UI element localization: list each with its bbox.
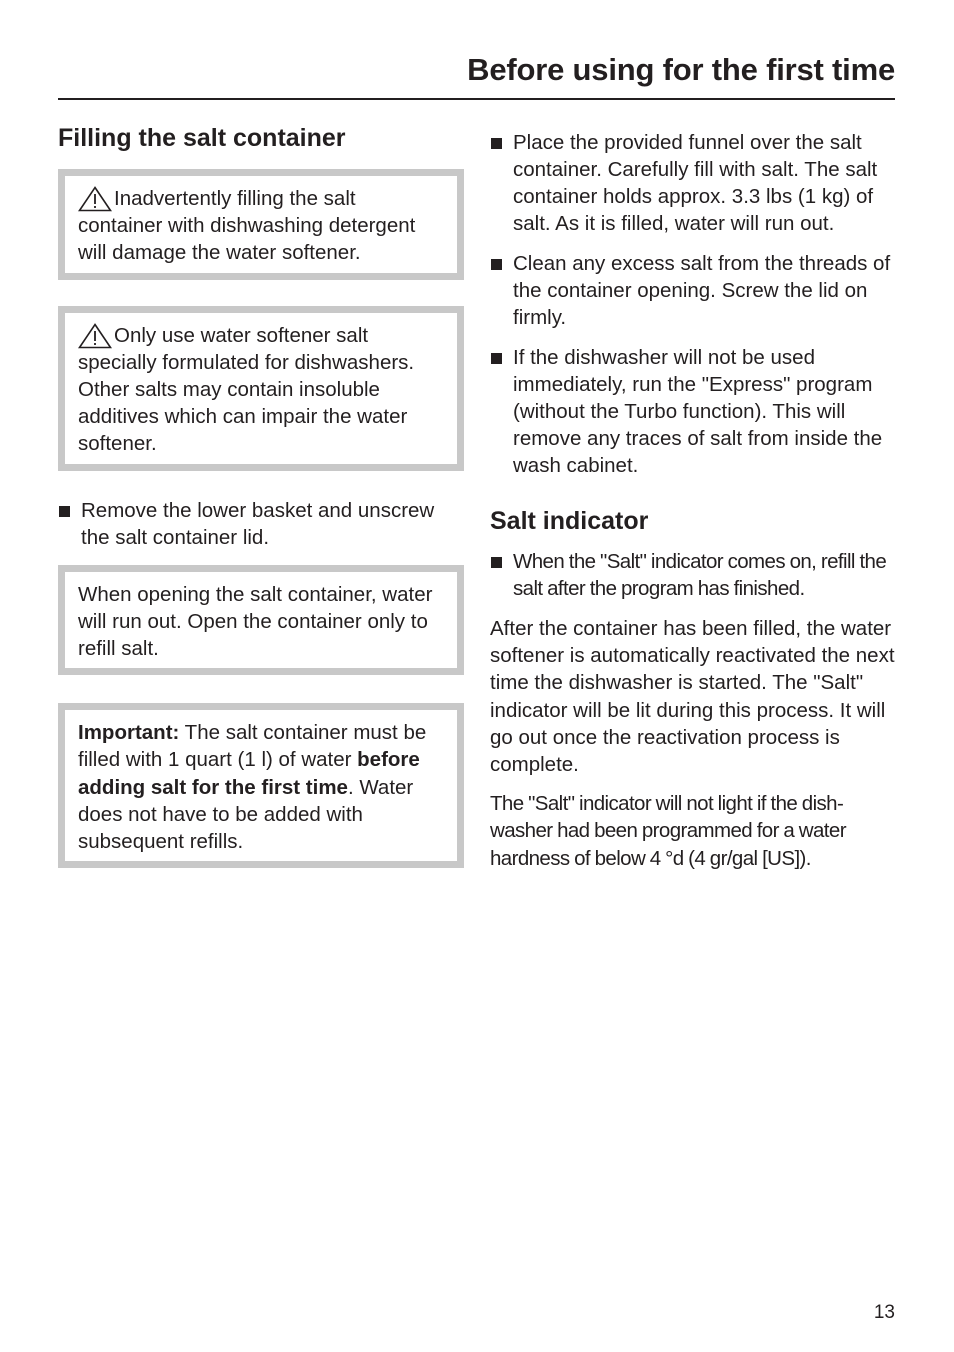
- left-column: [58, 124, 464, 896]
- note-text: When opening the salt container, water will run out. Open the container only to refill salt.: [78, 582, 433, 661]
- header-rule: [58, 98, 895, 100]
- right-column: [490, 129, 900, 884]
- paragraph-reactivation: After the container has been filled, the water softener is automatically reactivated the next time the dishwasher is started. The "Salt" indicator will be lit during this process. It will go out once the reactivation process is complete.: [490, 617, 895, 777]
- warning-box-salt-type: [58, 306, 464, 471]
- step-list-left: [58, 497, 464, 551]
- step-text: Remove the lower basket and unscrew the salt container lid.: [81, 498, 435, 549]
- important-label: Important:: [78, 721, 180, 745]
- square-bullet-icon: [491, 557, 502, 568]
- paragraph-hardness: The "Salt" indicator will not light if the dish-washer had been programmed for a water hardness of below 4 °d (4 gr/gal [US]).: [490, 792, 846, 870]
- indicator-step-text: When the "Salt" indicator comes on, refill the salt after the program has finished.: [513, 550, 887, 600]
- list-item: [490, 548, 900, 602]
- square-bullet-icon: [59, 506, 70, 517]
- page-title: Before using for the first time: [467, 52, 895, 87]
- square-bullet-icon: [491, 138, 502, 149]
- step-list-right: [490, 129, 900, 479]
- list-item: [490, 129, 900, 237]
- list-item: [490, 344, 900, 479]
- note-box-opening: [58, 565, 464, 676]
- list-item: [490, 250, 900, 331]
- warning-box-detergent: [58, 169, 464, 280]
- square-bullet-icon: [491, 259, 502, 270]
- page-number: 13: [873, 1302, 895, 1323]
- warning-triangle-icon: [78, 322, 110, 349]
- section-title-salt-indicator: Salt indicator: [490, 507, 649, 535]
- important-box: [58, 703, 464, 868]
- step-text: Place the provided funnel over the salt container. Carefully fill with salt. The salt container holds approx. 3.3 lbs (1 kg) of salt. As it is filled, water will run out.: [513, 131, 878, 235]
- important-text-1: The salt container must be filled with 1 quart (1 l) of water: [78, 721, 427, 772]
- warning-triangle-icon: [78, 185, 110, 212]
- square-bullet-icon: [491, 353, 502, 364]
- important-text-2: . Water does not have to be added with subsequent refills.: [78, 775, 414, 854]
- list-item: [58, 497, 464, 551]
- step-text: If the dishwasher will not be used immediately, run the "Express" program (without the Turbo function). This will remove any traces of salt from inside the wash cabinet.: [513, 346, 883, 477]
- important-bold-text: before adding salt for the first time: [78, 748, 420, 799]
- warning-text-detergent: Inadvertently filling the salt container with dishwashing detergent will damage the water softener.: [78, 187, 416, 265]
- step-text: Clean any excess salt from the threads of the container opening. Screw the lid on firmly.: [513, 252, 891, 329]
- section-title-filling-salt: Filling the salt container: [58, 124, 346, 152]
- indicator-list: [490, 548, 900, 602]
- warning-text-salt-type: Only use water softener salt specially formulated for dishwashers. Other salts may contain insoluble additives which can impair the water softener.: [78, 323, 415, 456]
